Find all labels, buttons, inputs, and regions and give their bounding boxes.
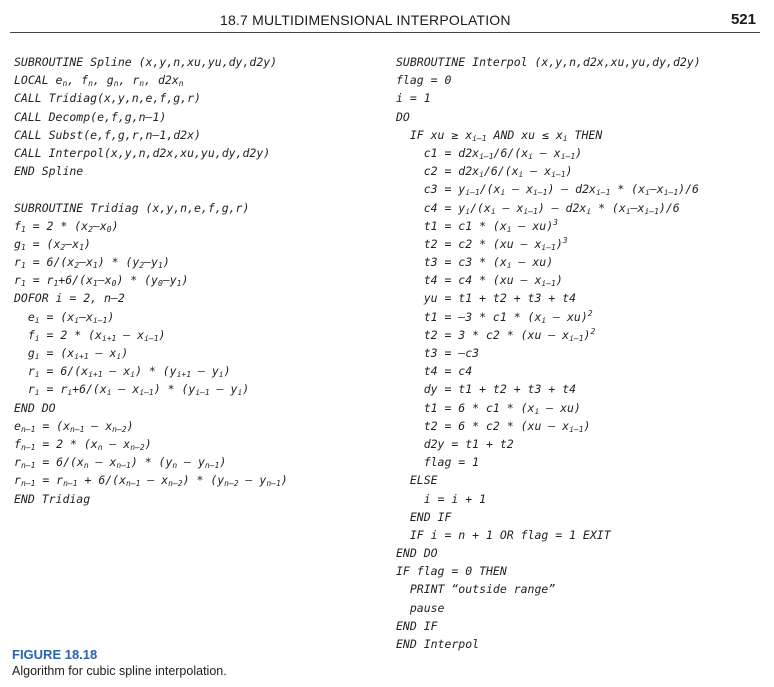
code-line: flag = 0 [396, 73, 452, 88]
code-line: d2y = t1 + t2 [396, 436, 514, 451]
code-line: ELSE [396, 473, 438, 488]
figure-label: FIGURE 18.18 [12, 647, 98, 662]
code-line: $r_i = r_i+6/(x_i - x_{i-1}) * (y_{i-1} - y_i)$ [14, 382, 250, 398]
code-line: t4 = c4 [396, 364, 473, 379]
code-line: CALL Interpol(x,y,n,d2x,xu,yu,dy,d2y) [14, 145, 271, 160]
code-line: SUBROUTINE Spline (x,y,n,xu,yu,dy,d2y) [14, 55, 278, 69]
code-line: IF flag = 0 THEN [396, 564, 507, 579]
header-rule [10, 32, 760, 33]
code-line: $e_i = (x_i-x_{i-1})$ [14, 309, 115, 325]
spline-tridiag-code-block [14, 53, 288, 508]
code-line: $e_{n-1} = (x_{n-1} - x_{n-2})$ [14, 418, 134, 434]
code-line: $t2 = 6 * c2 * (xu - x_{i-1})$ [396, 418, 591, 434]
code-line: END Spline [14, 164, 84, 179]
code-line [14, 180, 288, 198]
code-line: $f_{n-1} = 2 * (x_n - x_{n-2})$ [14, 436, 152, 452]
code-line: $t1 = c1 * (x_i - xu)^3$ [396, 217, 558, 234]
code-line: $t1 = 6 * c1 * (x_i - xu)$ [396, 400, 581, 416]
page-number: 521 [730, 11, 756, 28]
interpol-code-block [396, 53, 701, 653]
code-line: DO [396, 109, 410, 124]
code-line: dy = t1 + t2 + t3 + t4 [396, 382, 577, 397]
code-line: flag = 1 [396, 455, 480, 470]
code-line: $g_i = (x_{i+1} - x_i)$ [14, 346, 129, 361]
code-line: $f_1 = 2 * (x_2-x_0)$ [14, 218, 119, 234]
code-line: $t4 = c4 * (xu - x_{i-1})$ [396, 273, 563, 289]
code-line: END DO [14, 400, 56, 415]
section-title: 18.7 MULTIDIMENSIONAL INTERPOLATION [220, 12, 511, 28]
code-line: $r_{n-1} = 6/(x_n - x_{n-1}) * (y_n - y_{n-1})$ [14, 455, 227, 471]
code-line: CALL Tridiag(x,y,n,e,f,g,r) [14, 91, 201, 106]
code-line: PRINT “outside range” [396, 582, 556, 597]
code-line: END IF [396, 509, 452, 524]
code-line: LOCAL $e_n$, $f_n$, $g_n$, $r_n$, $d2x_n$ [14, 73, 184, 89]
code-line: IF i = n + 1 OR flag = 1 EXIT [396, 527, 611, 542]
code-line: SUBROUTINE Interpol (x,y,n,d2x,xu,yu,dy,d2y) [396, 55, 701, 69]
code-line: $c1 = d2x_{i-1}/6/(x_i - x_{i-1})$ [396, 145, 583, 161]
code-line: $r_i = 6/(x_{i+1} - x_i) * (y_{i+1} - y_i)$ [14, 364, 231, 380]
code-line: pause [396, 600, 445, 615]
code-line: CALL Decomp(e,f,g,n–1) [14, 109, 167, 124]
code-line: END DO [396, 546, 438, 561]
code-line: $c3 = y_{i-1}/(x_i - x_{i-1}) - d2x_{i-1} * (x_i-x_{i-1})/6$ [396, 182, 699, 198]
code-line: $r_1 = r_1+6/(x_1-x_0) * (y_0-y_1)$ [14, 273, 189, 289]
figure-caption: Algorithm for cubic spline interpolation. [12, 664, 227, 678]
code-line: $t2 = c2 * (xu - x_{i-1})^3$ [396, 235, 568, 252]
code-line: t3 = –c3 [396, 346, 480, 360]
code-line: END IF [396, 618, 438, 633]
code-line: i = 1 [396, 91, 431, 106]
code-line: DOFOR i = 2, n–2 [14, 291, 125, 306]
code-line: $g_1 = (x_2-x_1)$ [14, 236, 91, 252]
code-line: END Tridiag [14, 491, 91, 506]
code-line: $t3 = c3 * (x_i - xu)$ [396, 255, 554, 271]
code-line: $t1 = -3 * c1 * (x_i - xu)^2$ [396, 308, 593, 325]
code-line: SUBROUTINE Tridiag (x,y,n,e,f,g,r) [14, 200, 250, 215]
code-line: $t2 = 3 * c2 * (xu - x_{i-1})^2$ [396, 326, 596, 343]
code-line: CALL Subst(e,f,g,r,n–1,d2x) [14, 127, 201, 142]
code-line: END Interpol [396, 637, 480, 651]
code-line: $c2 = d2x_i/6/(x_i - x_{i-1})$ [396, 164, 573, 180]
code-line: $c4 = y_i/(x_i - x_{i-1}) - d2x_i * (x_i-x_{i-1})/6$ [396, 200, 680, 216]
code-line: i = i + 1 [396, 491, 487, 506]
code-line: $r_1 = 6/(x_2-x_1) * (y_2-y_1)$ [14, 255, 170, 271]
code-line: IF xu ≥ $x_{i-1}$ AND xu ≤ $x_i$ THEN [396, 127, 603, 143]
code-line: yu = t1 + t2 + t3 + t4 [396, 291, 577, 306]
code-line: $r_{n-1} = r_{n-1} + 6/(x_{n-1} - x_{n-2}) * (y_{n-2} - y_{n-1})$ [14, 473, 288, 489]
code-line: $f_i = 2 * (x_{i+1} - x_{i-1})$ [14, 327, 166, 343]
